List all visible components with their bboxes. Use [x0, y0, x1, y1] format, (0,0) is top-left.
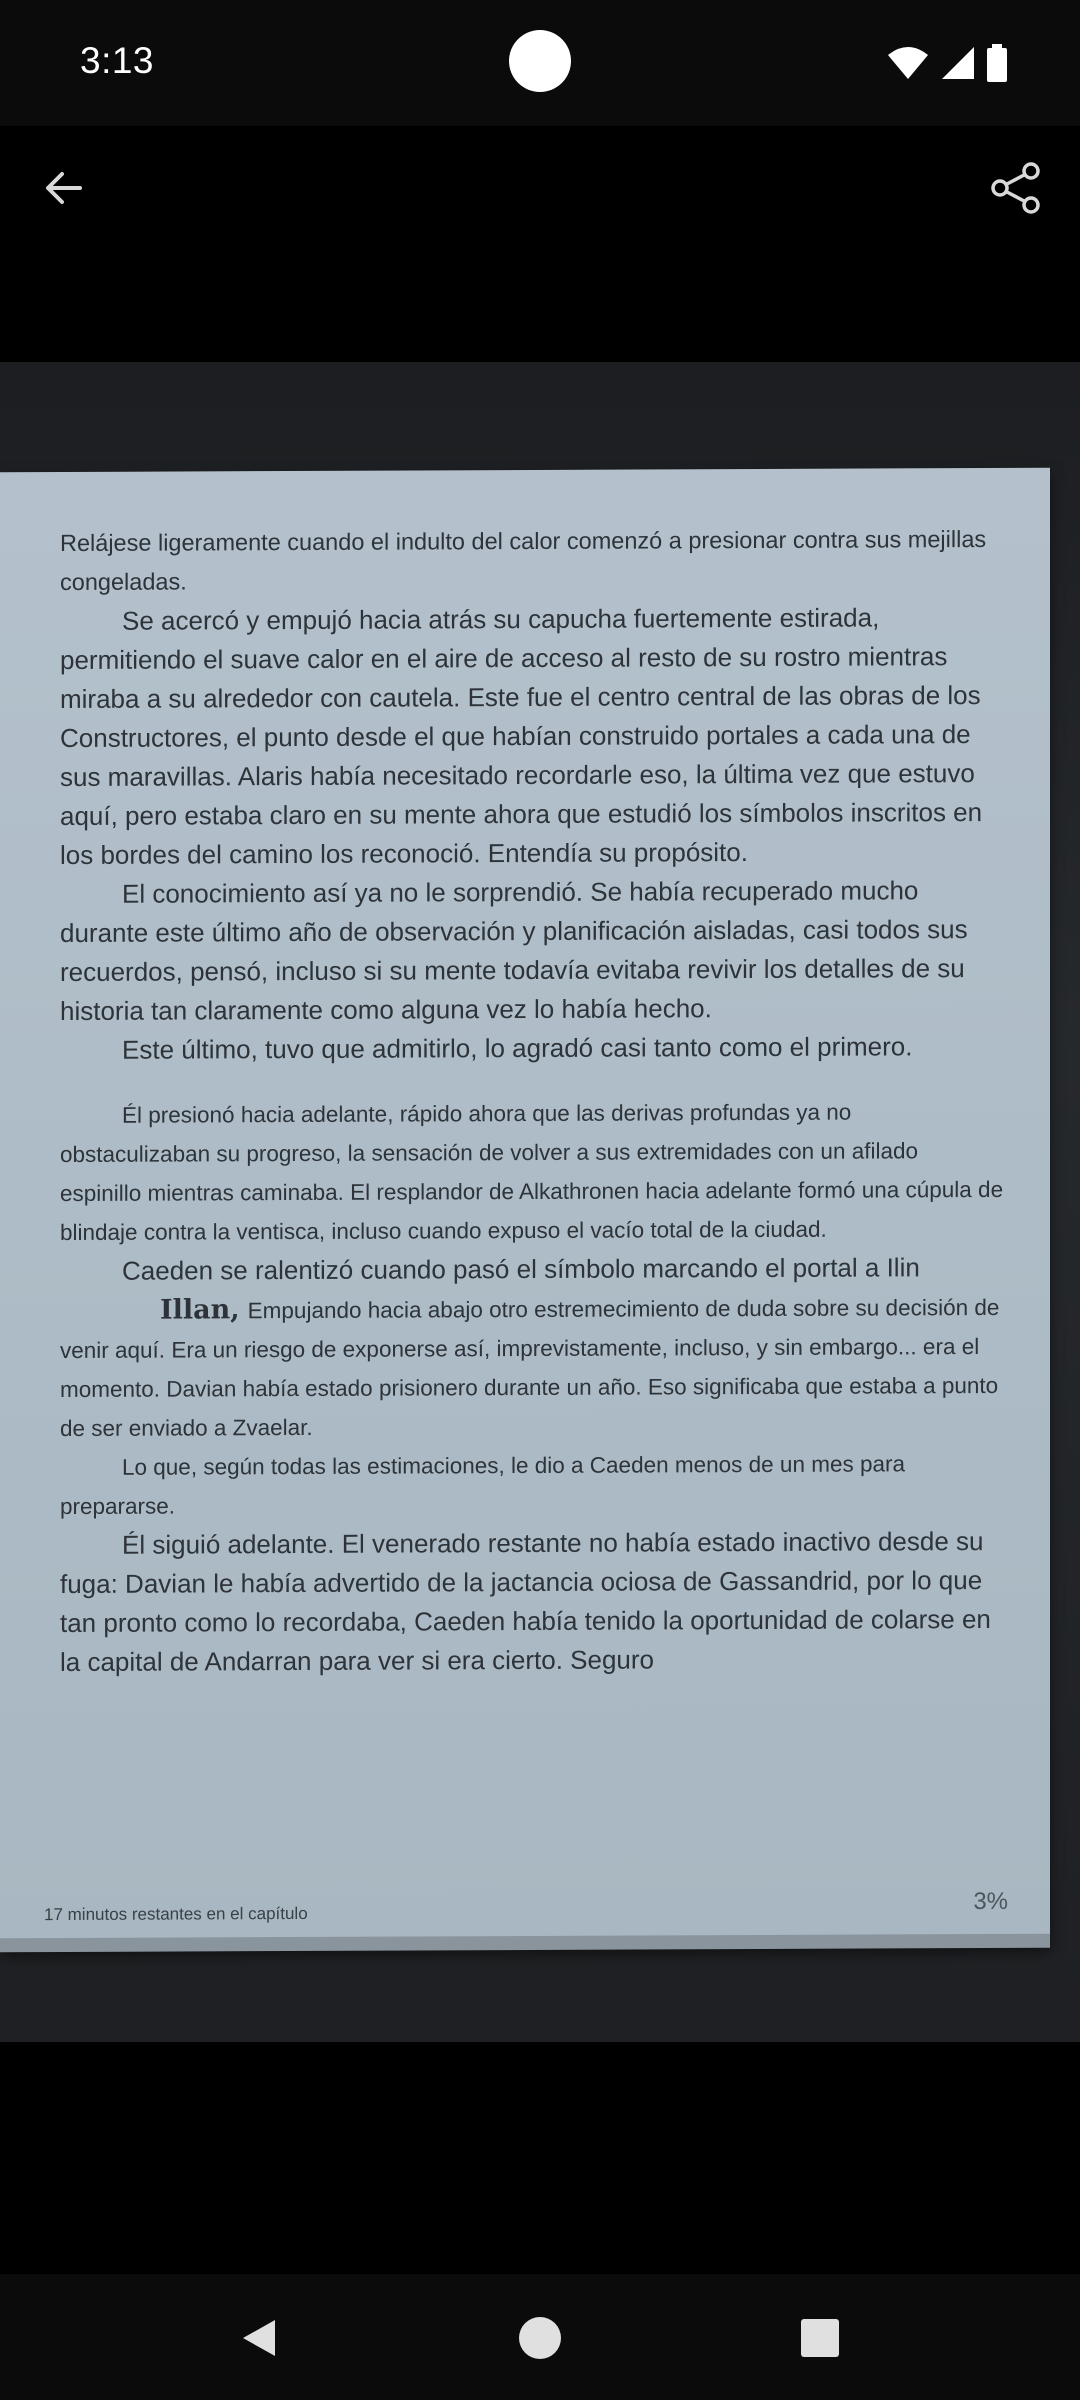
paragraph-6-rest: Empujando hacia abajo otro estremecimiento de duda sobre su decisión de venir aquí. Era un riesgo de exponerse así, imprevistamente, incluso, y sin embargo... era el momento. Davian había estado prisionero durante un año. Eso significaba que estaba a punto de ser enviado a Zvaelar. — [60, 1294, 1000, 1442]
signal-icon — [940, 45, 976, 86]
camera-cutout — [509, 30, 571, 92]
paragraph-8: Él siguió adelante. El venerado restante no había estado inactivo desde su fuga: Davian le había advertido de la jactancia ociosa de Gassandrid, por lo que tan pronto como lo recordaba, Caeden había tenido la oportunidad de colarse en la capital de Andarran para ver si era cierto. Seguro — [60, 1525, 991, 1678]
photo-preview — [0, 362, 1080, 2042]
battery-icon — [986, 44, 1008, 87]
square-recents-icon — [799, 2317, 841, 2359]
paragraph-6-continued — [60, 1287, 1005, 1448]
time-remaining: 17 minutos restantes en el capítulo — [44, 1903, 308, 1925]
paragraph-4: Este último, tuvo que admitirlo, lo agradó casi tanto como el primero. — [122, 1031, 913, 1065]
paragraph-6: Caeden se ralentizó cuando pasó el símbolo marcando el portal a Ilin — [122, 1252, 920, 1286]
wifi-icon — [886, 45, 930, 86]
status-bar — [0, 0, 1080, 126]
ereader-page — [0, 468, 1050, 1951]
circle-home-icon — [517, 2315, 563, 2361]
paragraph-3: El conocimiento así ya no le sorprendió. Se había recuperado mucho durante este último año de observación y planificación aisladas, casi todos sus recuerdos, pensó, incluso si su mente todavía evitaba revivir los detalles de su historia tan claramente como alguna vez lo había hecho. — [60, 875, 968, 1027]
progress-percent: 3% — [973, 1887, 1008, 1916]
back-button[interactable] — [28, 152, 100, 224]
paragraph-1: Relájese ligeramente cuando el indulto del calor comenzó a presionar contra sus mejillas congeladas. — [60, 525, 987, 596]
arrow-left-icon — [40, 164, 88, 212]
status-icons — [886, 44, 1008, 87]
status-time: 3:13 — [80, 40, 155, 81]
triangle-back-icon — [237, 2316, 281, 2360]
nav-home-button[interactable] — [500, 2298, 580, 2378]
app-bar — [0, 126, 1080, 258]
share-button[interactable] — [980, 152, 1052, 224]
page-text — [60, 520, 1005, 1682]
paragraph-5: Él presionó hacia adelante, rápido ahora que las derivas profundas ya no obstaculizaban su progreso, la sensación de volver a sus extremidades con un afilado espinillo mientras caminaba. El resplandor de Alkathronen hacia adelante formó una cúpula de blindaje contra la ventisca, incluso cuando expuso el vacío total de la ciudad. — [60, 1099, 1004, 1246]
nav-recents-button[interactable] — [780, 2298, 860, 2378]
nav-back-button[interactable] — [219, 2298, 299, 2378]
paragraph-7: Lo que, según todas las estimaciones, le dio a Caeden menos de un mes para prepararse. — [60, 1451, 905, 1520]
navigation-bar — [0, 2274, 1080, 2400]
illan-word: Illan, — [160, 1294, 240, 1326]
share-icon — [989, 161, 1043, 215]
page-edge — [0, 1934, 1050, 1953]
paragraph-2: Se acercó y empujó hacia atrás su capucha fuertemente estirada, permitiendo el suave calor en el aire de acceso al resto de su rostro mientras miraba a su alrededor con cautela. Este fue el centro central de las obras de los Constructores, el punto desde el que habían construido portales a cada una de sus maravillas. Alaris había necesitado recordarle eso, la última vez que estuvo aquí, pero estaba claro en su mente ahora que estudió los símbolos inscritos en los bordes del camino los reconoció. Entendía su propósito. — [60, 602, 983, 871]
